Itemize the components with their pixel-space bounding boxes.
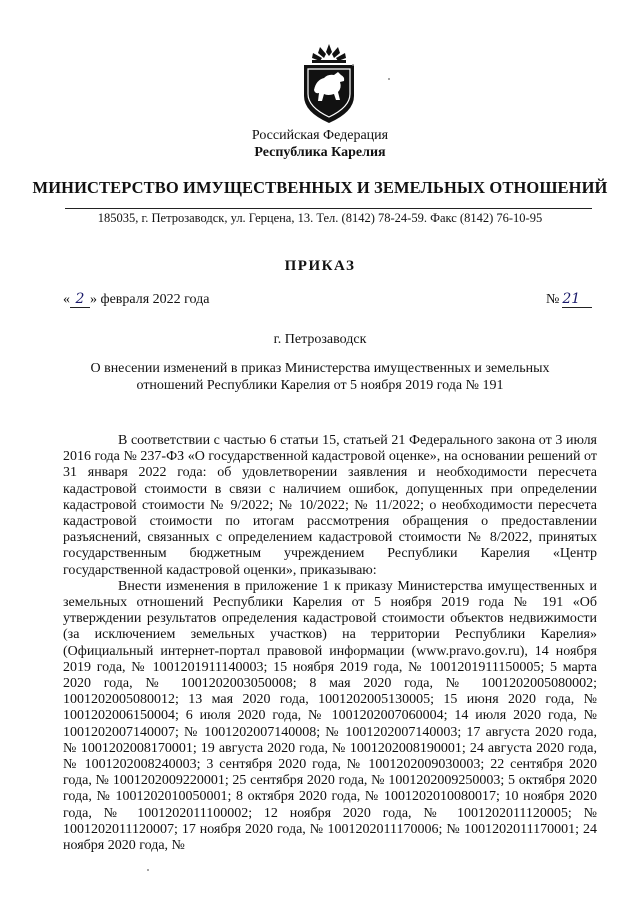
document-city: г. Петрозаводск: [273, 332, 367, 347]
body-paragraph-1: В соответствии с частью 6 статьи 15, статьей 21 Федерального закона от 3 июля 2016 года № 237-ФЗ «О государственной кадастровой оценке», на основании решений от 31 января 2022 года: об удовлетворении заявления и необходимости пересчета кадастровой стоимости в связи с наличием ошибок, допущенных при определении кадастровой стоимости № 9/2022; № 10/2022; № 11/2022; о необходимости пересчета кадастровой стоимости по итогам рассмотрения обращения о предоставлении разъяснений, связанных с определением кадастровой стоимости № 8/2022, принятых государственным бюджетным учреждением Республики Карелия «Центр государственной кадастровой оценки», приказываю:: [63, 433, 597, 578]
number-handwritten: 21: [562, 291, 592, 308]
subject-line-2: отношений Республики Карелия от 5 ноября 2019 года № 191: [136, 377, 504, 393]
coat-of-arms-emblem: [298, 44, 360, 124]
body-paragraph-2: Внести изменения в приложение 1 к приказу Министерства имущественных и земельных отношений Республики Карелия от 5 ноября 2019 года № 191 «Об утверждении результатов определения кадастровой стоимости объектов недвижимости (за исключением земельных участков) на территории Республики Карелия» (Официальный интернет-портал правовой информации (www.pravo.gov.ru), 14 ноября 2019 года, № 1001201911140003; 15 ноября 2019 года, № 1001201911150005; 5 марта 2020 года, № 1001202003050008; 8 мая 2020 года, № 1001202005080002; 1001202005080012; 13 мая 2020 года, 1001202005130005; 15 июня 2020 года, № 1001202006150004; 6 июля 2020 года, № 1001202007060004; 14 июля 2020 года, № 1001202007140007; № 1001202007140008; № 1001202007140003; 17 августа 2020 года, № 1001202008170001; 19 августа 2020 года, № 1001202008190001; 24 августа 2020 года, № 1001202008240003; 3 сентября 2020 года, № 1001202009030003; 22 сентября 2020 года, № 1001202009220001; 25 сентября 2020 года, № 1001202009250003; 5 октября 2020 года, № 1001202010050001; 8 октября 2020 года, № 1001202010080017; 10 ноября 2020 года, № 1001202011100002; 12 ноября 2020 года, № 1001202011120005; № 1001202011120007; 17 ноября 2020 года, № 1001202011170006; № 1001202011170001; 24 ноября 2020 года, №: [63, 578, 597, 854]
ministry-address: 185035, г. Петрозаводск, ул. Герцена, 13. Тел. (8142) 78-24-59. Факс (8142) 76-10-95: [97, 211, 543, 225]
date-rest: » февраля 2022 года: [90, 292, 210, 307]
date-day-handwritten: 2: [70, 291, 90, 308]
document-type-title: ПРИКАЗ: [284, 258, 356, 274]
subject-line-1: О внесении изменений в приказ Министерства имущественных и земельных: [90, 361, 550, 376]
document-number: [546, 291, 592, 308]
scan-speck: [352, 64, 354, 66]
country-name: Российская Федерация: [251, 128, 389, 143]
republic-name: Республика Карелия: [254, 145, 386, 160]
document-subject: [0, 361, 640, 394]
scan-speck: [388, 78, 390, 80]
scan-speck: [147, 869, 149, 871]
number-label: №: [546, 292, 560, 307]
date-quote-open: «: [63, 292, 70, 307]
header-divider: [65, 208, 592, 209]
ministry-name: МИНИСТЕРСТВО ИМУЩЕСТВЕННЫХ И ЗЕМЕЛЬНЫХ ОТНОШЕНИЙ: [32, 178, 608, 197]
document-body: [63, 433, 597, 854]
document-date: [63, 291, 210, 308]
crown-star: [312, 44, 346, 63]
